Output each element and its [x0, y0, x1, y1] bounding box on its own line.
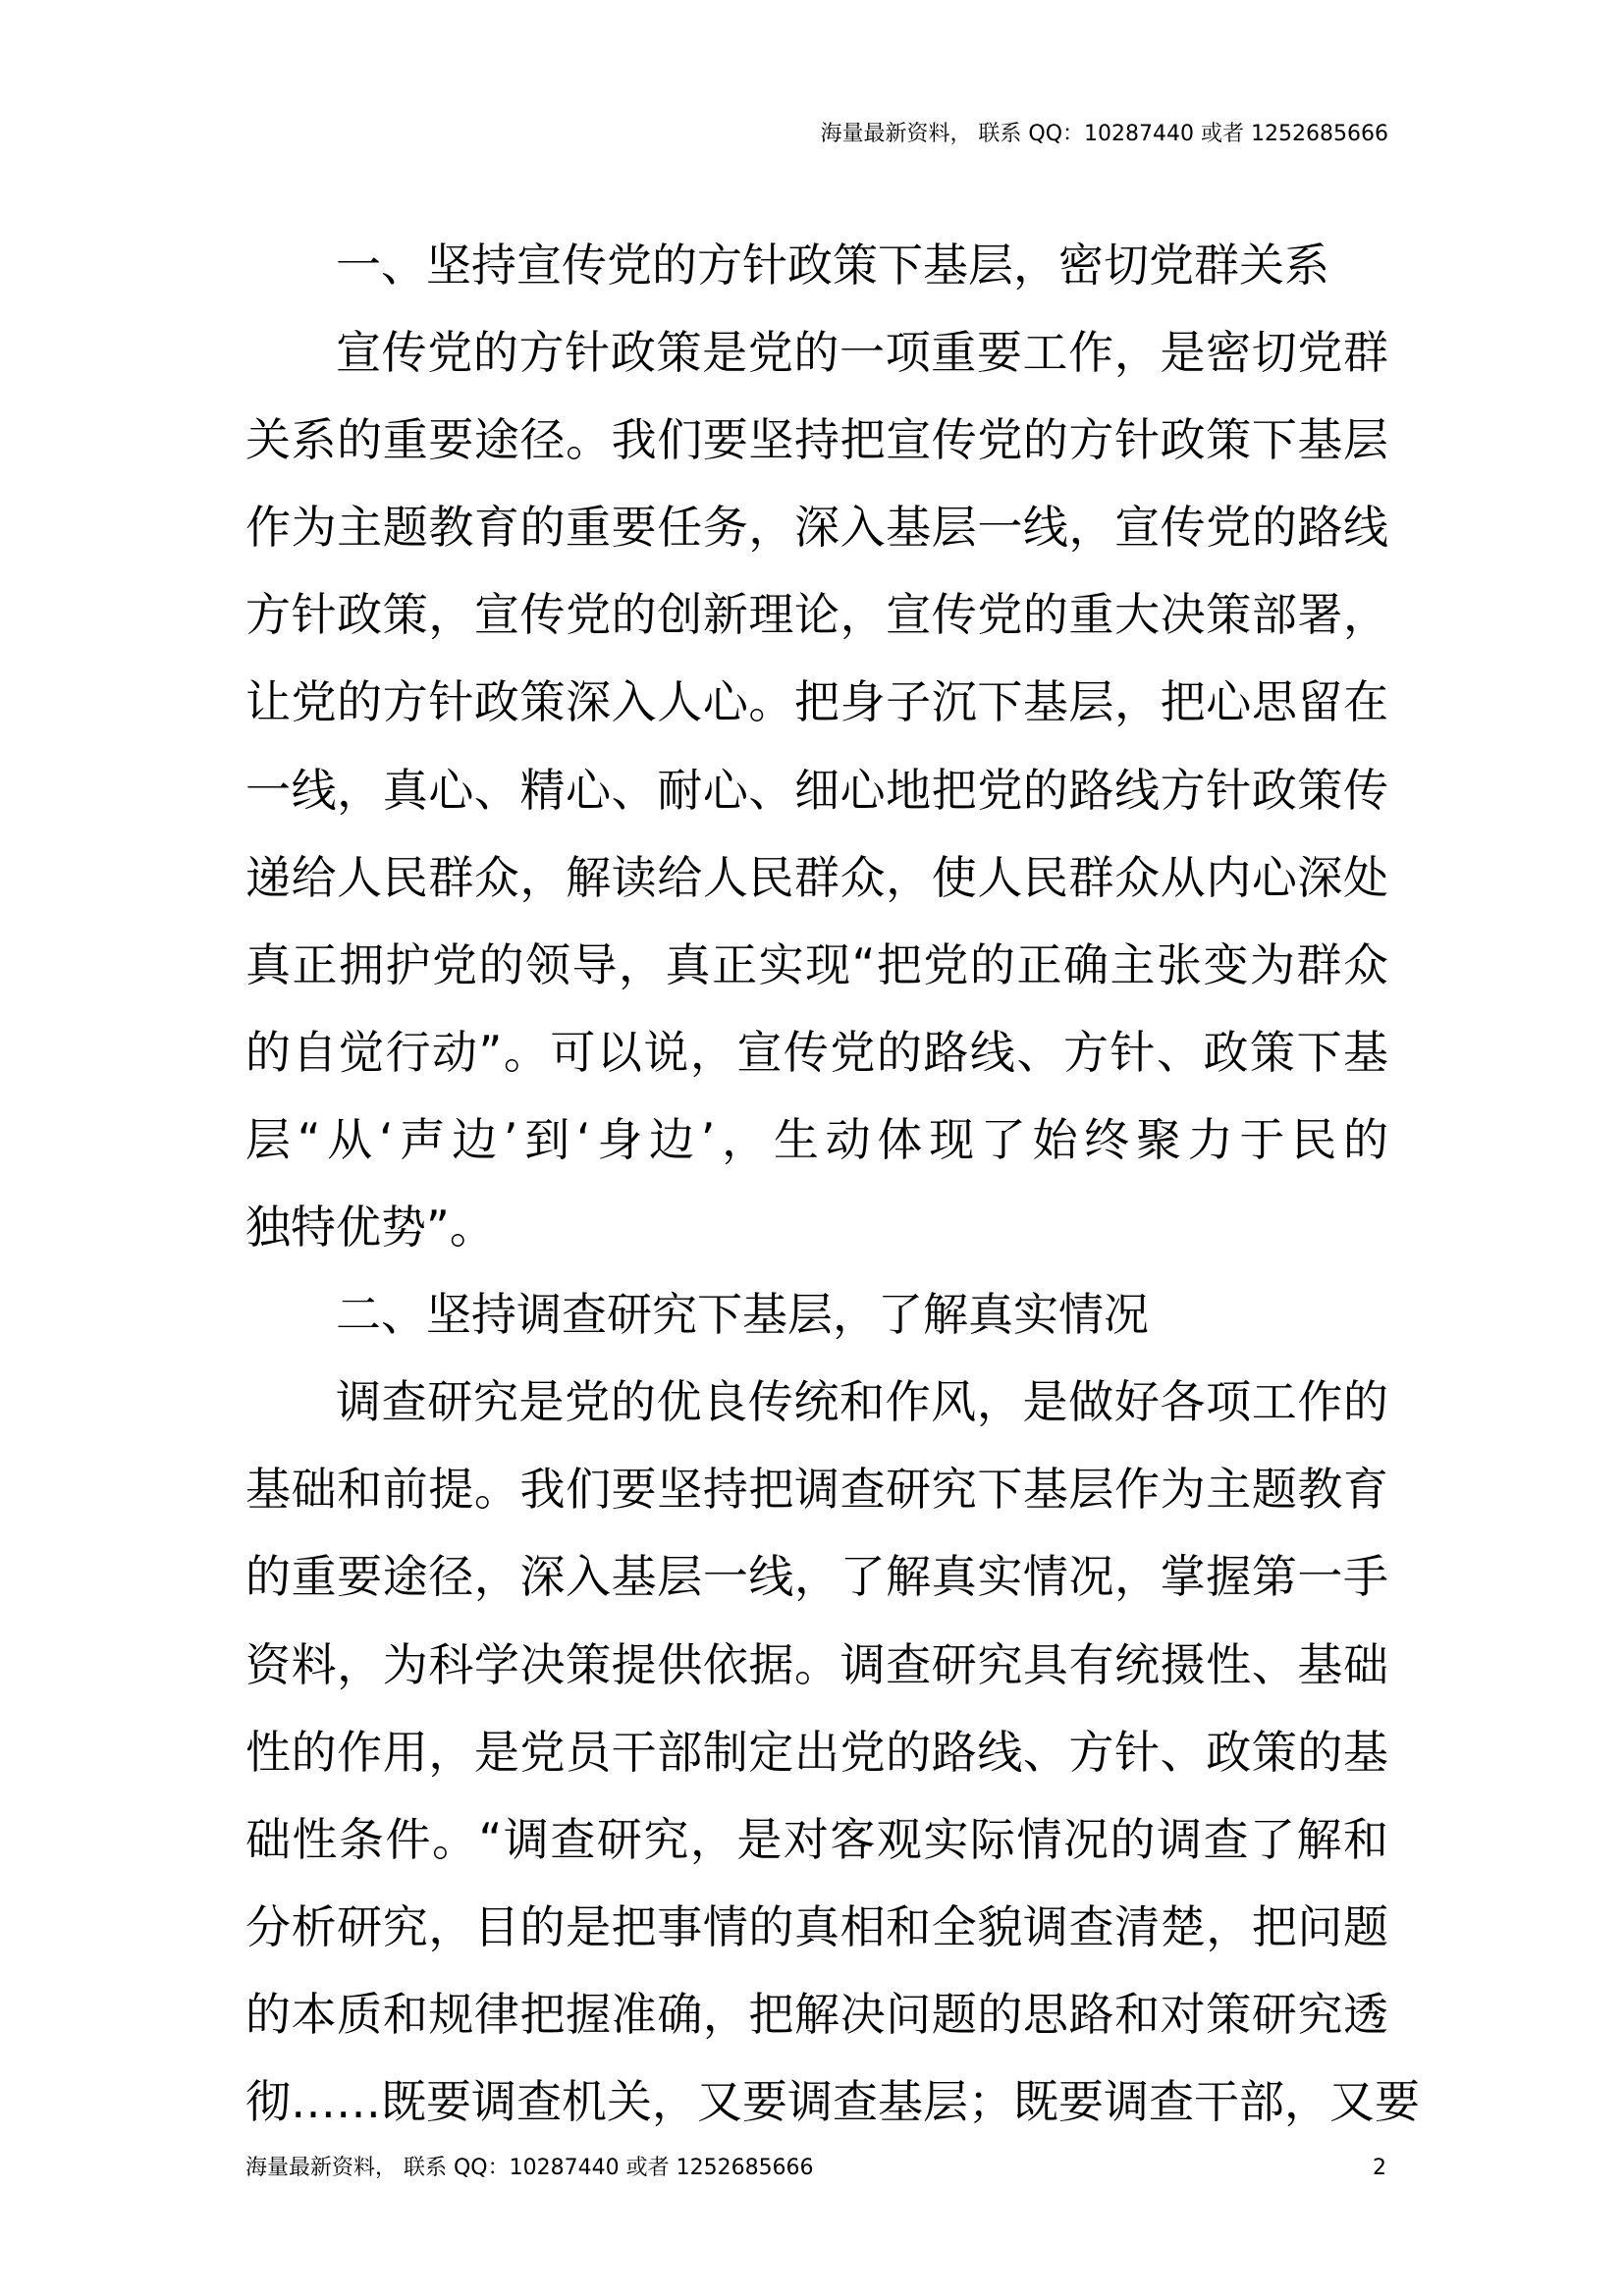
- body-line: 础性条件。“调查研究，是对客观实际情况的调查了解和: [245, 1812, 1388, 1866]
- page-number: 2: [1373, 2156, 1386, 2180]
- section-heading-2: 二、坚持调查研究下基层，了解真实情况: [336, 1288, 1149, 1342]
- body-line: 作为主题教育的重要任务，深入基层一线，宣传党的路线: [245, 501, 1388, 555]
- body-line: 关系的重要途径。我们要坚持把宣传党的方针政策下基层: [245, 413, 1388, 467]
- body-line: 分析研究，目的是把事情的真相和全貌调查清楚，把问题: [245, 1899, 1388, 1953]
- body-line: 独特优势”。: [245, 1201, 495, 1255]
- body-line: 的重要途径，深入基层一线，了解真实情况，掌握第一手: [245, 1550, 1388, 1604]
- document-body: [245, 222, 1420, 2146]
- body-line: 方针政策，宣传党的创新理论，宣传党的重大决策部署，: [245, 588, 1388, 642]
- body-line: 的本质和规律把握准确，把解决问题的思路和对策研究透: [245, 1987, 1388, 2041]
- body-line: 让党的方针政策深入人心。把身子沉下基层，把心思留在: [245, 675, 1388, 729]
- body-line: 性的作用，是党员干部制定出党的路线、方针、政策的基: [245, 1725, 1388, 1779]
- body-line: 层“从‘声边’到‘身边’，生动体现了始终聚力于民的: [245, 1112, 1388, 1166]
- body-line: 彻……既要调查机关，又要调查基层；既要调查干部，又要: [245, 2074, 1420, 2128]
- body-line: 的自觉行动”。可以说，宣传党的路线、方针、政策下基: [245, 1025, 1388, 1079]
- header-contact-text: 海量最新资料， 联系 QQ：10287440 或者 1252685666: [820, 122, 1388, 146]
- body-line: 真正拥护党的领导，真正实现“把党的正确主张变为群众: [245, 937, 1388, 991]
- body-line: 基础和前提。我们要坚持把调查研究下基层作为主题教育: [245, 1463, 1388, 1517]
- section-heading-1: 一、坚持宣传党的方针政策下基层，密切党群关系: [336, 239, 1329, 292]
- body-line: 调查研究是党的优良传统和作风，是做好各项工作的: [336, 1375, 1388, 1429]
- body-line: 资料，为科学决策提供依据。调查研究具有统摄性、基础: [245, 1637, 1388, 1691]
- body-line: 宣传党的方针政策是党的一项重要工作，是密切党群: [336, 326, 1388, 380]
- footer-contact-text: 海量最新资料， 联系 QQ：10287440 或者 1252685666: [245, 2156, 814, 2180]
- body-line: 递给人民群众，解读给人民群众，使人民群众从内心深处: [245, 850, 1388, 904]
- body-line: 一线，真心、精心、耐心、细心地把党的路线方针政策传: [245, 763, 1388, 817]
